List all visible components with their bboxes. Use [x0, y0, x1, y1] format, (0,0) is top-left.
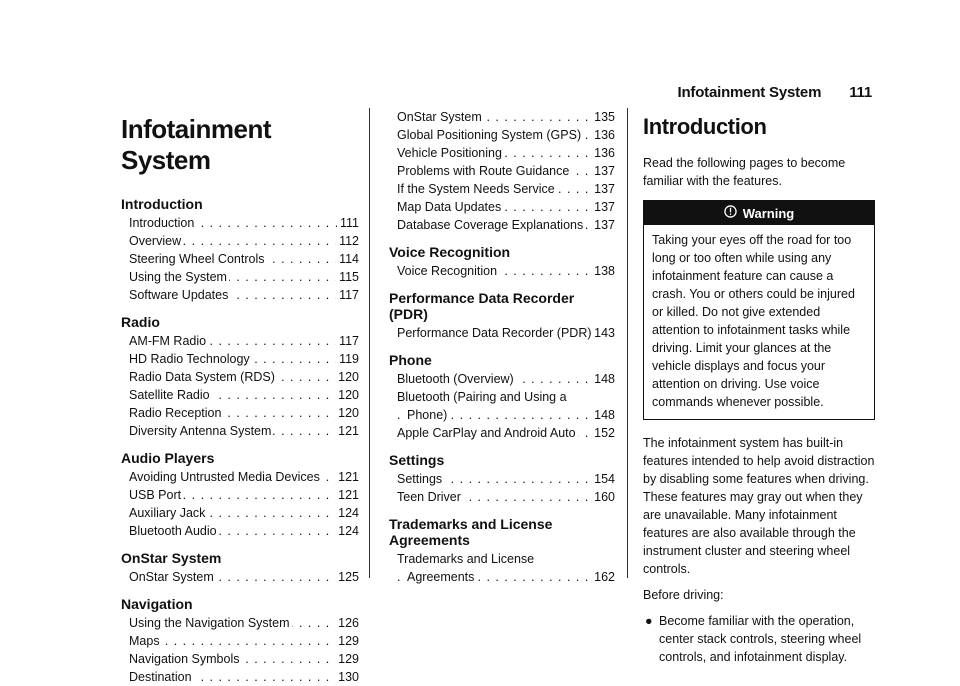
toc-section-heading: Settings — [389, 452, 445, 468]
toc-entry[interactable]: Navigation Symbols 129 . . . — [121, 650, 359, 668]
warning-icon — [724, 205, 737, 221]
toc-entry[interactable]: Diversity Antenna System 121 . . . — [121, 422, 359, 440]
toc-entry[interactable]: Overview 112 . . . — [121, 232, 359, 250]
toc-entry[interactable]: Apple CarPlay and Android Auto 152 . . . — [389, 424, 615, 442]
warning-box — [643, 200, 875, 420]
bullet-icon: ● — [645, 614, 653, 628]
toc-entry[interactable]: Maps 129 . . . — [121, 632, 359, 650]
toc-section-heading: Navigation — [121, 596, 193, 612]
toc-entry[interactable]: Phone) 148 . . . — [389, 406, 615, 424]
before-driving: Before driving: — [643, 588, 724, 602]
toc-section-heading: Introduction — [121, 196, 203, 212]
toc-entry[interactable]: Steering Wheel Controls 114 . . . — [121, 250, 359, 268]
toc-entry-line[interactable]: Trademarks and License — [397, 552, 535, 566]
toc-entry[interactable]: OnStar System 125 . . . — [121, 568, 359, 586]
toc-entry[interactable]: Map Data Updates 137 . . . — [389, 198, 615, 216]
intro-column — [643, 108, 875, 666]
column-divider — [369, 108, 370, 578]
running-header — [677, 84, 872, 101]
toc-entry[interactable]: Settings 154 . . . — [389, 470, 615, 488]
page-number: 111 — [849, 84, 872, 101]
toc-entry[interactable]: Bluetooth (Overview) 148 . . . — [389, 370, 615, 388]
toc-entry[interactable]: Problems with Route Guidance 137 . . . — [389, 162, 615, 180]
toc-entry[interactable]: HD Radio Technology 119 . . . — [121, 350, 359, 368]
toc-entry[interactable]: If the System Needs Service 137 . . . — [389, 180, 615, 198]
toc-entry[interactable]: Voice Recognition 138 . . . — [389, 262, 615, 280]
bullet-item — [643, 612, 875, 666]
toc-column-2 — [389, 108, 615, 586]
toc-entry[interactable]: Introduction 111 . . . — [121, 214, 359, 232]
toc-entry[interactable]: Destination 130 . . . — [121, 668, 359, 686]
toc-entry[interactable]: Satellite Radio 120 . . . — [121, 386, 359, 404]
toc-entry[interactable]: OnStar System 135 . . . — [389, 108, 615, 126]
toc-entry[interactable]: Radio Reception 120 . . . — [121, 404, 359, 422]
warning-header — [644, 201, 874, 225]
toc-section-heading: OnStar System — [121, 550, 222, 566]
toc-entry[interactable]: Radio Data System (RDS) 120 . . . — [121, 368, 359, 386]
toc-section-heading: Trademarks and License Agreements — [389, 516, 553, 548]
warning-text: Taking your eyes off the road for too long or too often while using any infotainment feature can cause a crash. You or others could be injured or killed. Do not give extended attention to infotainment tasks while driving. Limit your glances at the vehicle displays and focus your attention on driving. Use voice commands whenever possible. — [652, 233, 855, 409]
toc-section-heading: Performance Data Recorder (PDR) — [389, 290, 575, 322]
toc-entry[interactable]: AM-FM Radio 117 . . . — [121, 332, 359, 350]
toc-entry[interactable]: USB Port 121 . . . — [121, 486, 359, 504]
header-title: Infotainment System — [677, 84, 822, 101]
toc-entry[interactable]: Software Updates 117 . . . — [121, 286, 359, 304]
toc-entry[interactable]: Using the Navigation System 126 . . . — [121, 614, 359, 632]
warning-label: Warning — [742, 206, 795, 221]
toc-column-1 — [121, 108, 359, 686]
toc-entry[interactable]: Database Coverage Explanations 137 . . . — [389, 216, 615, 234]
bullet-text: Become familiar with the operation, center stack controls, steering wheel controls, and infotainment display. — [659, 614, 862, 664]
toc-entry[interactable]: Vehicle Positioning 136 . . . — [389, 144, 615, 162]
column-divider — [627, 108, 628, 578]
intro-body: The infotainment system has built-in features intended to help avoid distraction by disabling some features when driving. These features may gray out when they are unavailable. Many infotainment features are also available through the instrument cluster and steering wheel controls. — [643, 436, 875, 576]
section-title: Introduction — [643, 114, 767, 139]
chapter-title: Infotainment System — [121, 114, 271, 175]
toc-entry[interactable]: Global Positioning System (GPS) 136 . . . — [389, 126, 615, 144]
toc-section-heading: Phone — [389, 352, 432, 368]
toc-section-heading: Radio — [121, 314, 160, 330]
toc-entry-line[interactable]: Bluetooth (Pairing and Using a — [397, 390, 567, 404]
toc-entry[interactable]: Agreements 162 . . . — [389, 568, 615, 586]
toc-section-heading: Audio Players — [121, 450, 215, 466]
toc-entry[interactable]: Teen Driver 160 . . . — [389, 488, 615, 506]
toc-entry[interactable]: Bluetooth Audio 124 . . . — [121, 522, 359, 540]
toc-entry[interactable]: Performance Data Recorder (PDR) 143 . . . — [389, 324, 615, 342]
toc-entry[interactable]: Avoiding Untrusted Media Devices 121 . . . — [121, 468, 359, 486]
intro-lead: Read the following pages to become familiar with the features. — [643, 156, 846, 188]
toc-entry[interactable]: Auxiliary Jack 124 . . . — [121, 504, 359, 522]
toc-section-heading: Voice Recognition — [389, 244, 511, 260]
toc-entry[interactable]: Using the System 115 . . . — [121, 268, 359, 286]
